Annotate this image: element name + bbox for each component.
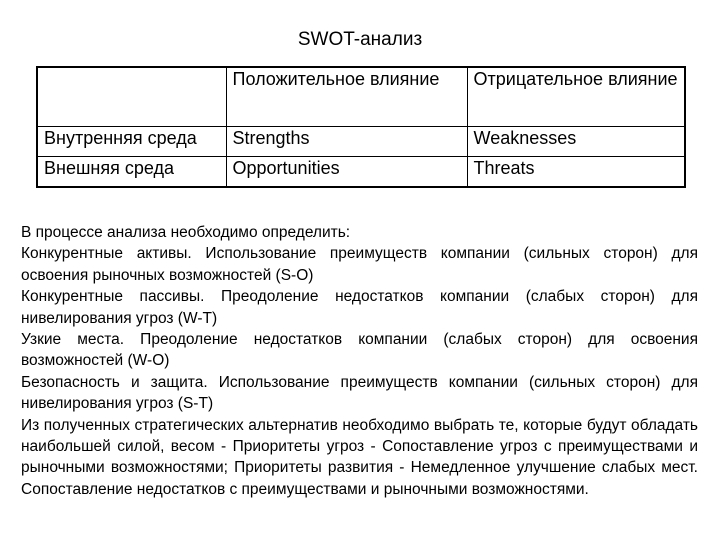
paragraph-priorities: Из полученных стратегических альтернатив необходимо выбрать те, которые будут обладать наибольшей силой, весом - Приоритеты угроз - Сопоставление угроз с преимуществами и рыночными возможностями; Приоритеты развития - Немедленное улучшение слабых мест. Сопоставление недостатков с преимуществами и рыночными возможностями. [21, 416, 698, 498]
page-title: SWOT-анализ [297, 29, 423, 50]
row-label-internal: Внутренняя среда [37, 127, 226, 157]
paragraph-competitive-liabilities: Конкурентные пассивы. Преодоление недостатков компании (слабых сторон) для нивелирования угроз (W-T) [21, 288, 698, 327]
row-label-external: Внешняя среда [37, 157, 226, 188]
paragraph-intro: В процессе анализа необходимо определить: [21, 224, 351, 241]
table-row-external [37, 157, 685, 188]
table-header-row [37, 67, 685, 127]
paragraph-bottlenecks: Узкие места. Преодоление недостатков компании (слабых сторон) для освоения возможностей (W-O) [21, 331, 698, 370]
header-positive-cell: Положительное влияние [226, 67, 467, 127]
header-negative-cell: Отрицательное влияние [467, 67, 685, 127]
analysis-text [21, 222, 698, 500]
table-row-internal [37, 127, 685, 157]
cell-threats: Threats [467, 157, 685, 188]
paragraph-competitive-assets: Конкурентные активы. Использование преимуществ компании (сильных сторон) для освоения рыночных возможностей (S-O) [21, 245, 698, 284]
header-empty-cell [37, 67, 226, 127]
cell-strengths: Strengths [226, 127, 467, 157]
swot-table [36, 66, 686, 188]
cell-weaknesses: Weaknesses [467, 127, 685, 157]
paragraph-security: Безопасность и защита. Использование преимуществ компании (сильных сторон) для нивелирования угроз (S-T) [21, 373, 698, 413]
cell-opportunities: Opportunities [226, 157, 467, 188]
